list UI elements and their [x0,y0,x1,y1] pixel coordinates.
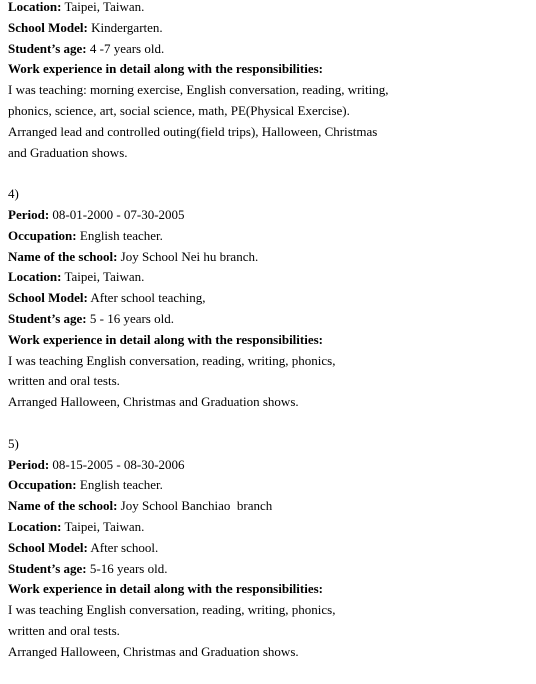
location-value: Taipei, Taiwan. [61,269,145,285]
duty-line: Arranged lead and controlled outing(field trips), Halloween, Christmas [8,123,378,139]
school-name-label: Name of the school: [8,248,118,264]
location-value: Taipei, Taiwan. [61,0,145,14]
duty-line: phonics, science, art, social science, math, PE(Physical Exercise). [8,102,350,118]
period-value: 08-01-2000 - 07-30-2005 [49,206,185,222]
occupation-value: English teacher. [76,477,163,493]
location-line [8,517,532,538]
period-label: Period: [8,206,50,222]
location-label: Location: [8,518,62,534]
occupation-value: English teacher. [76,227,163,243]
period-line [8,455,532,476]
occupation-line [8,226,532,247]
work-experience-heading: Work experience in detail along with the responsibilities: [8,331,324,347]
period-line [8,205,532,226]
student-age-value: 5 - 16 years old. [86,310,174,326]
school-model-line [8,18,532,39]
school-model-value: Kindergarten. [87,19,163,35]
school-name-label: Name of the school: [8,498,118,514]
duty-line: and Graduation shows. [8,144,128,160]
duty-line: Arranged Halloween, Christmas and Graduation shows. [8,643,299,659]
student-age-line [8,39,532,60]
location-label: Location: [8,269,62,285]
student-age-line [8,309,532,330]
school-model-label: School Model: [8,19,88,35]
spacer [8,163,532,184]
location-label: Location: [8,0,62,14]
school-name-value: Joy School Nei hu branch. [117,248,259,264]
spacer [8,413,532,434]
duty-line: I was teaching: morning exercise, English conversation, reading, writing, [8,82,389,98]
location-line [8,0,532,18]
school-model-line [8,538,532,559]
school-name-value: Joy School Banchiao branch [117,498,273,514]
occupation-label: Occupation: [8,477,77,493]
work-experience-heading: Work experience in detail along with the responsibilities: [8,61,324,77]
location-value: Taipei, Taiwan. [61,518,145,534]
location-line [8,267,532,288]
work-experience-heading: Work experience in detail along with the responsibilities: [8,581,324,597]
entry-number: 4) [8,186,19,202]
resume-experience-section [8,0,532,663]
school-model-label: School Model: [8,290,88,306]
student-age-label: Student’s age: [8,40,87,56]
duty-line: written and oral tests. [8,622,120,638]
occupation-label: Occupation: [8,227,77,243]
duty-line: I was teaching English conversation, reading, writing, phonics, [8,602,336,618]
school-name-line [8,496,532,517]
student-age-label: Student’s age: [8,310,87,326]
entry-number: 5) [8,435,19,451]
school-model-line [8,288,532,309]
duty-line: written and oral tests. [8,373,120,389]
duty-line: I was teaching English conversation, reading, writing, phonics, [8,352,336,368]
period-value: 08-15-2005 - 08-30-2006 [49,456,185,472]
school-model-label: School Model: [8,539,88,555]
occupation-line [8,475,532,496]
school-model-value: After school teaching, [87,290,206,306]
duty-line: Arranged Halloween, Christmas and Graduation shows. [8,394,299,410]
student-age-value: 5-16 years old. [86,560,168,576]
student-age-line [8,559,532,580]
school-name-line [8,247,532,268]
period-label: Period: [8,456,50,472]
student-age-label: Student’s age: [8,560,87,576]
school-model-value: After school. [87,539,159,555]
student-age-value: 4 -7 years old. [86,40,165,56]
